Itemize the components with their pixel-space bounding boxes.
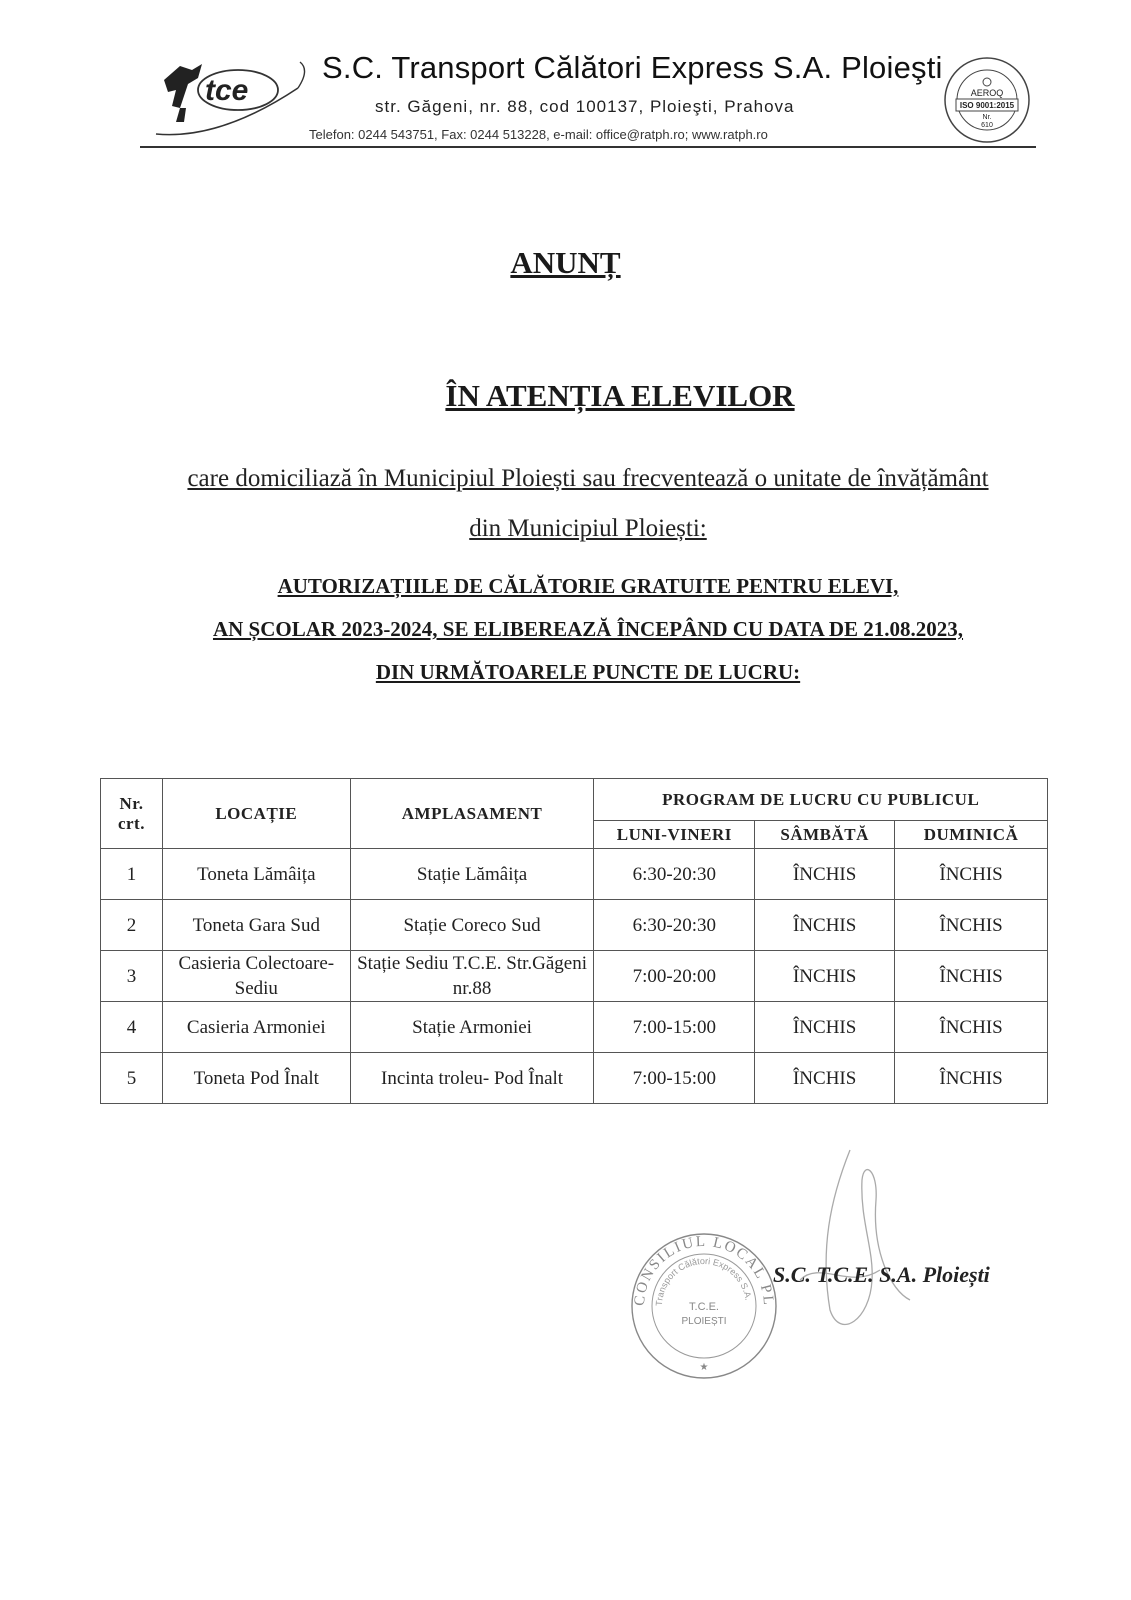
company-address: str. Găgeni, nr. 88, cod 100137, Ploieşti, Prahova: [375, 97, 795, 116]
schedule-table: [100, 778, 1048, 1104]
table-row: [101, 900, 1048, 951]
cell-placement: Stație Lămâița: [350, 849, 594, 900]
cell-placement: Stație Armoniei: [350, 1002, 594, 1053]
svg-text:PLOIEȘTI: PLOIEȘTI: [681, 1316, 727, 1327]
cell-nr: 3: [101, 951, 163, 1002]
table-row: [101, 1053, 1048, 1104]
cell-saturday: ÎNCHIS: [755, 1053, 895, 1104]
header-weekdays: LUNI-VINERI: [594, 821, 755, 849]
cell-location: Toneta Pod Înalt: [162, 1053, 350, 1104]
header-divider: [140, 146, 1036, 148]
cell-weekdays: 6:30-20:30: [594, 849, 755, 900]
cell-nr: 1: [101, 849, 163, 900]
svg-text:Nr.: Nr.: [982, 114, 992, 121]
cell-location: Casieria Colectoare- Sediu: [162, 951, 350, 1002]
header-sunday: DUMINICĂ: [895, 821, 1048, 849]
cell-saturday: ÎNCHIS: [755, 849, 895, 900]
signature-company: S.C. T.C.E. S.A. Ploiești: [773, 1262, 990, 1287]
handwritten-signature: [760, 1140, 930, 1350]
cell-sunday: ÎNCHIS: [895, 1053, 1048, 1104]
company-logo: [150, 48, 310, 143]
svg-text:T.C.E.: T.C.E.: [689, 1301, 719, 1313]
svg-text:★: ★: [699, 1362, 709, 1373]
cell-location: Toneta Gara Sud: [162, 900, 350, 951]
notice-line: AN ȘCOLAR 2023-2024, SE ELIBEREAZĂ ÎNCEPÂND CU DATA DE 21.08.2023,: [212, 617, 964, 641]
intro-line: din Municipiul Ploiești:: [469, 515, 707, 542]
svg-text:AEROQ: AEROQ: [970, 88, 1004, 98]
page-title: ANUNȚ: [510, 245, 621, 280]
cell-weekdays: 6:30-20:30: [594, 900, 755, 951]
cell-sunday: ÎNCHIS: [895, 951, 1048, 1002]
cell-saturday: ÎNCHIS: [755, 951, 895, 1002]
table-row: [101, 951, 1048, 1002]
company-contact: Telefon: 0244 543751, Fax: 0244 513228, e-mail: office@ratph.ro; www.ratph.ro: [309, 127, 768, 142]
header-placement: AMPLASAMENT: [350, 779, 594, 849]
official-stamp: [628, 1230, 780, 1382]
certification-seal: [942, 55, 1032, 145]
cell-sunday: ÎNCHIS: [895, 849, 1048, 900]
svg-text:tce: tce: [205, 74, 249, 107]
cell-placement: Stație Sediu T.C.E. Str.Găgeni nr.88: [350, 951, 594, 1002]
intro-line: care domiciliază în Municipiul Ploiești sau frecventează o unitate de învățământ: [187, 465, 989, 492]
cell-placement: Incinta troleu- Pod Înalt: [350, 1053, 594, 1104]
cell-nr: 5: [101, 1053, 163, 1104]
table-row: [101, 849, 1048, 900]
cell-weekdays: 7:00-15:00: [594, 1053, 755, 1104]
cell-nr: 2: [101, 900, 163, 951]
cell-sunday: ÎNCHIS: [895, 900, 1048, 951]
svg-text:Transport Călători Express S.A: Transport Călători Express S.A.: [653, 1255, 754, 1307]
cell-nr: 4: [101, 1002, 163, 1053]
svg-text:ISO 9001:2015: ISO 9001:2015: [959, 101, 1015, 110]
svg-text:610: 610: [981, 122, 993, 129]
cell-location: Toneta Lămâița: [162, 849, 350, 900]
notice-line: DIN URMĂTOARELE PUNCTE DE LUCRU:: [375, 660, 801, 684]
svg-text:CONSILIUL LOCAL PLOIEȘTI: CONSILIUL LOCAL PL: [631, 1233, 777, 1308]
cell-weekdays: 7:00-15:00: [594, 1002, 755, 1053]
header-location: LOCAȚIE: [162, 779, 350, 849]
cell-sunday: ÎNCHIS: [895, 1002, 1048, 1053]
notice-paragraph: [128, 565, 1048, 694]
cell-saturday: ÎNCHIS: [755, 1002, 895, 1053]
cell-saturday: ÎNCHIS: [755, 900, 895, 951]
header-program: PROGRAM DE LUCRU CU PUBLICUL: [594, 779, 1048, 821]
company-name: S.C. Transport Călători Express S.A. Ploieşti: [322, 50, 943, 85]
header-saturday: SÂMBĂTĂ: [755, 821, 895, 849]
cell-weekdays: 7:00-20:00: [594, 951, 755, 1002]
notice-line: AUTORIZAȚIILE DE CĂLĂTORIE GRATUITE PENTRU ELEVI,: [277, 574, 899, 598]
cell-location: Casieria Armoniei: [162, 1002, 350, 1053]
attention-heading: ÎN ATENȚIA ELEVILOR: [445, 378, 795, 413]
header-nr: Nr. crt.: [101, 779, 163, 849]
intro-paragraph: [128, 454, 1048, 554]
table-row: [101, 1002, 1048, 1053]
cell-placement: Stație Coreco Sud: [350, 900, 594, 951]
